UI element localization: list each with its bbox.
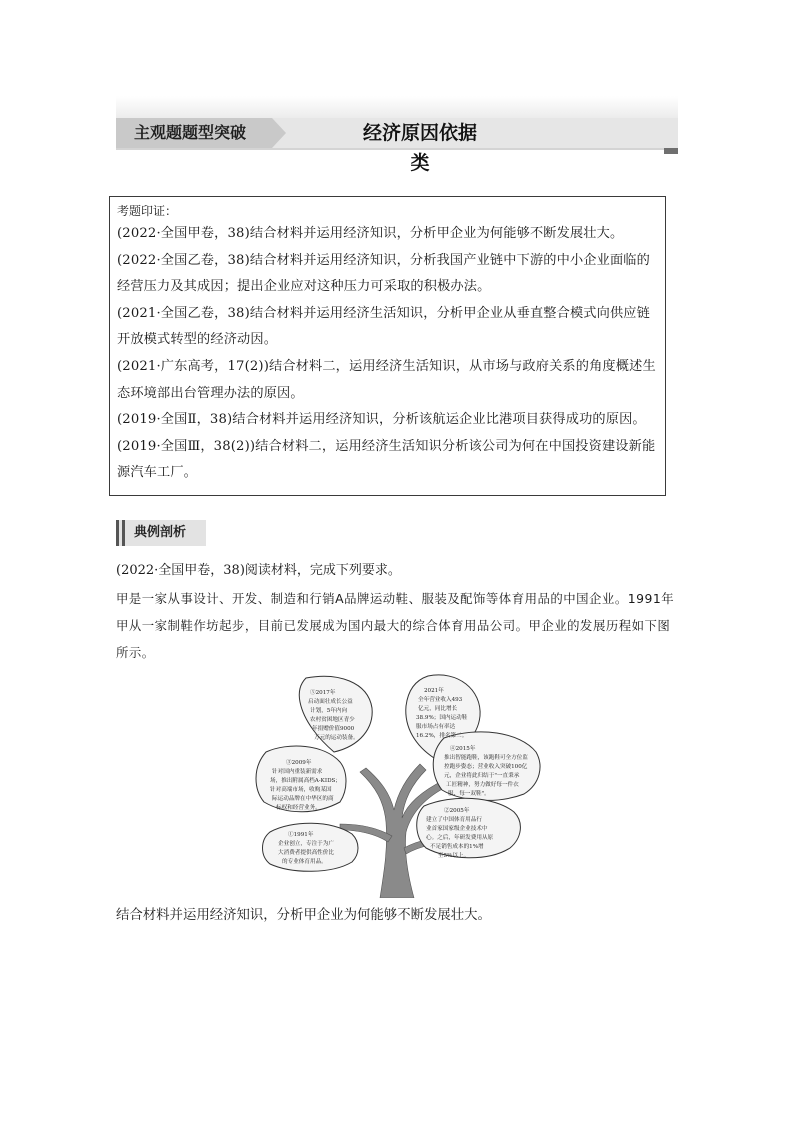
leaf-text: 亿元，同比增长: [418, 706, 458, 712]
exam-item: (2021·全国乙卷，38)结合材料并运用经济生活知识，分析甲企业从垂直整合模式向供应链开放模式转型的经济动因。: [117, 305, 650, 348]
exam-reference-box: [109, 196, 666, 496]
leaf-text: 建立了中国体育用品行: [426, 817, 482, 823]
leaf-text: ③2009年: [286, 760, 312, 766]
example-section-header: [116, 520, 206, 546]
leaf-text: 业首家国家级企业技术中: [426, 826, 488, 832]
leaf-text: 场，推出附属高档A-KIDS；: [270, 778, 341, 784]
page-header: [116, 96, 678, 174]
leaf-text: 际运动品牌在中华区的商: [272, 796, 334, 802]
section-bar-decoration: [122, 520, 125, 546]
leaf-text: 推出智能跑鞋，该跑鞋可全方位监: [444, 755, 528, 761]
exam-item: (2019·全国Ⅱ，38)结合材料并运用经济知识，分析该航运企业比港项目获得成功的原因。: [117, 412, 646, 428]
leaf-text: 大消费者提供高性价比: [278, 850, 334, 856]
leaf-text: 至5%以上。: [438, 853, 470, 859]
leaf-text: 控跑步姿态；营业收入突破100亿: [444, 764, 528, 770]
example-section-label: 典例剖析: [134, 525, 187, 540]
leaf-text: 农村贫困地区青少: [310, 717, 355, 723]
leaf-text: 服、每一双鞋"。: [448, 791, 490, 797]
leaf-text: 心。之后，年研发费用从原: [426, 835, 494, 841]
header-corner-mark: [664, 148, 678, 154]
leaf-text: ④2015年: [450, 746, 476, 752]
leaf-text: 计划，5年内向: [310, 708, 348, 714]
header-top-gradient: [116, 96, 678, 118]
leaf-text: 针对高端市场，收购某国: [270, 787, 332, 793]
leaf-text: 企业创立，专注于为广: [278, 841, 334, 847]
exam-item: (2022·全国乙卷，38)结合材料并运用经济知识，分析我国产业链中下游的中小企业面临的经营压力及其成因；提出企业应对这种压力可采取的积极办法。: [117, 252, 650, 295]
leaf-text: ①1991年: [288, 832, 314, 838]
exam-item: (2019·全国Ⅲ，38(2))结合材料二，运用经济生活知识分析该公司为何在中国投资建设新能源汽车工厂。: [117, 438, 656, 481]
leaf-text: 服市场占有率达: [416, 724, 456, 730]
leaf-text: 全年营业收入493: [418, 697, 463, 703]
example-material: 甲是一家从事设计、开发、制造和行销A品牌运动鞋、服装及配饰等体育用品的中国企业。1991年甲从一家制鞋作坊起步，目前已发展成为国内最大的综合体育用品公司。甲企业的发展历程如下图所示。: [116, 591, 675, 660]
section-bar-decoration: [116, 520, 119, 546]
leaf-text: 2021年: [424, 688, 444, 694]
example-question: 结合材料并运用经济知识，分析甲企业为何能够不断发展壮大。: [116, 908, 491, 923]
development-tree-figure: [248, 672, 542, 898]
header-section-label: 主观题题型突破: [116, 118, 272, 148]
page-title: 经济原因依据类: [362, 122, 477, 174]
leaf-text: 工匠精神，努力做好每一件衣: [446, 782, 519, 788]
leaf-text: 元，企业将此归结于"一直秉承: [444, 773, 520, 779]
leaf-text: 16.2%，排名第二。: [416, 733, 468, 739]
leaf-text: 38.9%；国内运动鞋: [416, 715, 468, 721]
leaf-text: 不足销售成本的1%增: [430, 844, 484, 850]
exam-box-heading: 考题印证：: [117, 204, 178, 218]
leaf-text: 启动面壮成长公益: [308, 699, 353, 705]
header-arrow: [272, 118, 286, 148]
leaf-text: 万元的运动装备。: [314, 735, 359, 741]
example-source-line: (2022·全国甲卷，38)阅读材料，完成下列要求。: [116, 563, 401, 578]
leaf-text: 针对国内重装新需求: [272, 769, 323, 775]
header-underline: [116, 148, 678, 150]
leaf-text: ②2005年: [444, 808, 470, 814]
exam-item: (2021·广东高考，17(2))结合材料二，运用经济生活知识，从市场与政府关系的角度概述生态环境部出台管理办法的原因。: [117, 358, 656, 401]
leaf-text: 年捐赠价值9000: [312, 726, 355, 732]
leaf-text: 的专业体育用品。: [282, 859, 327, 865]
leaf-text: 标权和经营业务。: [276, 805, 321, 811]
leaf-text: ⑤2017年: [310, 690, 336, 696]
exam-item: (2022·全国甲卷，38)结合材料并运用经济知识，分析甲企业为何能够不断发展壮大。: [117, 226, 624, 241]
